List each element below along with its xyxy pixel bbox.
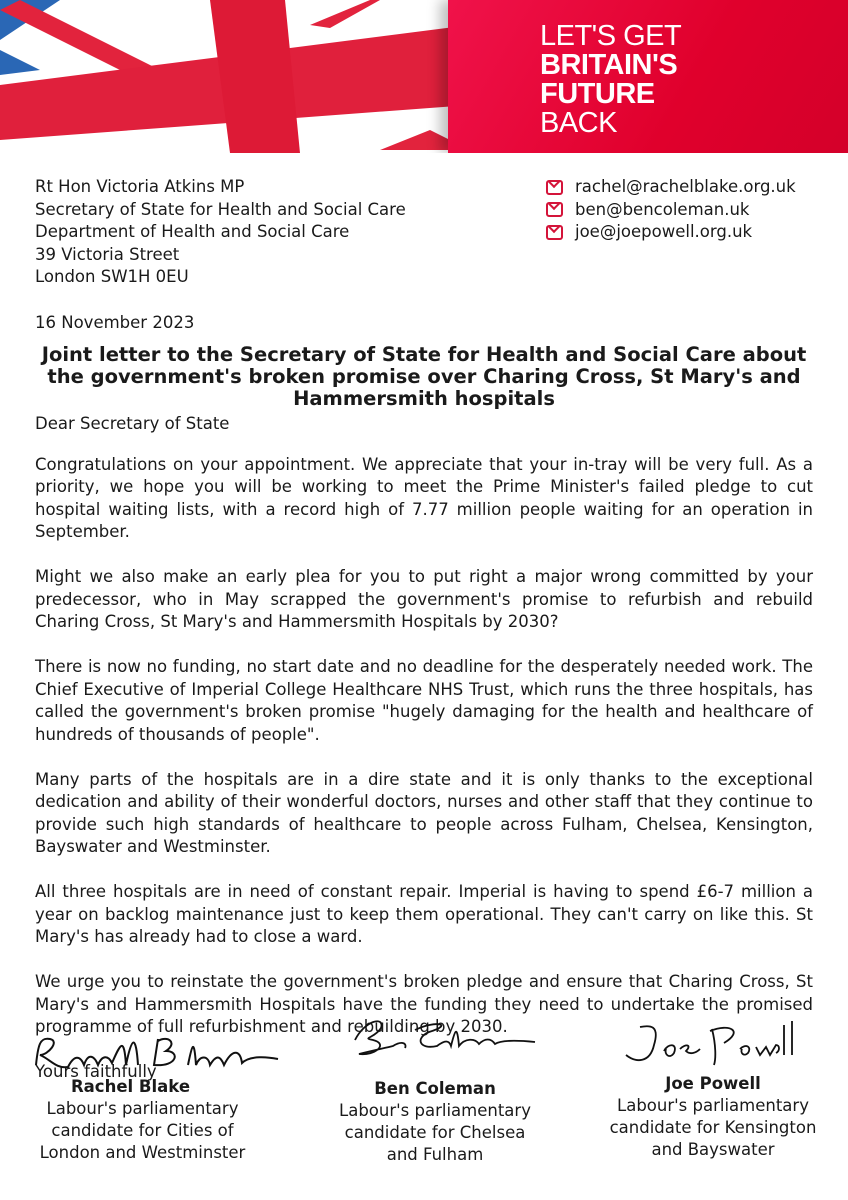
address-line: Department of Health and Social Care: [35, 222, 350, 241]
signatory-name: Rachel Blake: [70, 1077, 191, 1096]
header-banner: [0, 0, 848, 153]
signatory-name: Ben Coleman: [374, 1079, 496, 1098]
paragraph: There is now no funding, no start date and no deadline for the desperately needed work. The Chief Executive of Imperial College Healthcare NHS Trust, which runs the three hospitals, has called the government's broken promise "hugely damaging for the health and healthcare of hundreds of thousands of people".: [35, 657, 813, 744]
paragraph: Many parts of the hospitals are in a dire state and it is only thanks to the exceptional dedication and ability of their wonderful doctors, nurses and other staff that they continue to provide such high standards of healthcare to people across Fulham, Chelsea, Kensington, Bayswater and Westminster.: [35, 769, 813, 856]
signature-ben-coleman: [345, 1010, 545, 1070]
recipient-address: [35, 176, 406, 289]
signatory-rachel-blake: [30, 1076, 255, 1164]
envelope-icon: [546, 225, 563, 240]
address-line: London SW1H 0EU: [35, 267, 189, 286]
contact-emails: [546, 176, 796, 244]
signatory-role: Labour's parliamentary candidate for Kensington and Bayswater: [609, 1096, 817, 1159]
signatory-joe-powell: [603, 1073, 823, 1161]
slogan-line: BRITAIN'S: [540, 49, 678, 81]
salutation: Dear Secretary of State: [35, 414, 230, 433]
closing: Yours faithfully: [35, 1062, 157, 1081]
paragraph: Might we also make an early plea for you to put right a major wrong committed by your predecessor, who in May scrapped the government's promise to refurbish and rebuild Charing Cross, St Mary's and Hammersmith Hospitals by 2030?: [35, 567, 813, 631]
signatory-name: Joe Powell: [665, 1074, 761, 1093]
campaign-slogan: [540, 22, 681, 138]
union-flag-image: [0, 0, 470, 153]
slogan-line: BACK: [540, 107, 617, 139]
paragraph: We urge you to reinstate the government's broken pledge and ensure that Charing Cross, St Mary's and Hammersmith Hospitals have the funding they need to undertake the promised programme of full refurbishment and rebuilding by 2030.: [35, 972, 813, 1036]
email-link[interactable]: joe@joepowell.org.uk: [575, 222, 753, 241]
email-link[interactable]: rachel@rachelblake.org.uk: [575, 177, 796, 196]
envelope-icon: [546, 202, 563, 217]
letter-title: Joint letter to the Secretary of State for Health and Social Care about the government's broken promise over Charing Cross, St Mary's and Hammersmith hospitals: [41, 343, 807, 410]
envelope-icon: [546, 180, 563, 195]
paragraph: All three hospitals are in need of constant repair. Imperial is having to spend £6-7 million a year on backlog maintenance just to keep them operational. They can't carry on like this. St Mary's has already had to close a ward.: [35, 882, 813, 946]
signatory-role: Labour's parliamentary candidate for Chelsea and Fulham: [339, 1101, 531, 1164]
signatory-ben-coleman: [335, 1076, 535, 1166]
address-line: Secretary of State for Health and Social Care: [35, 199, 406, 219]
address-line: Rt Hon Victoria Atkins MP: [35, 177, 245, 196]
slogan-line: LET'S GET: [540, 20, 682, 52]
paragraph: Congratulations on your appointment. We appreciate that your in-tray will be very full. As a priority, we hope you will be working to meet the Prime Minister's failed pledge to cut hospital waiting lists, with a record high of 7.77 million people waiting for an operation in September.: [35, 454, 813, 541]
letter-date: 16 November 2023: [35, 313, 195, 332]
slogan-line: FUTURE: [540, 78, 655, 110]
signatory-role: Labour's parliamentary candidate for Cities of London and Westminster: [39, 1099, 246, 1162]
letter-body: [35, 413, 813, 1084]
signature-rachel-blake: [28, 1025, 288, 1080]
address-line: 39 Victoria Street: [35, 244, 180, 264]
email-link[interactable]: ben@bencoleman.uk: [575, 199, 750, 219]
signature-joe-powell: [620, 1015, 800, 1075]
